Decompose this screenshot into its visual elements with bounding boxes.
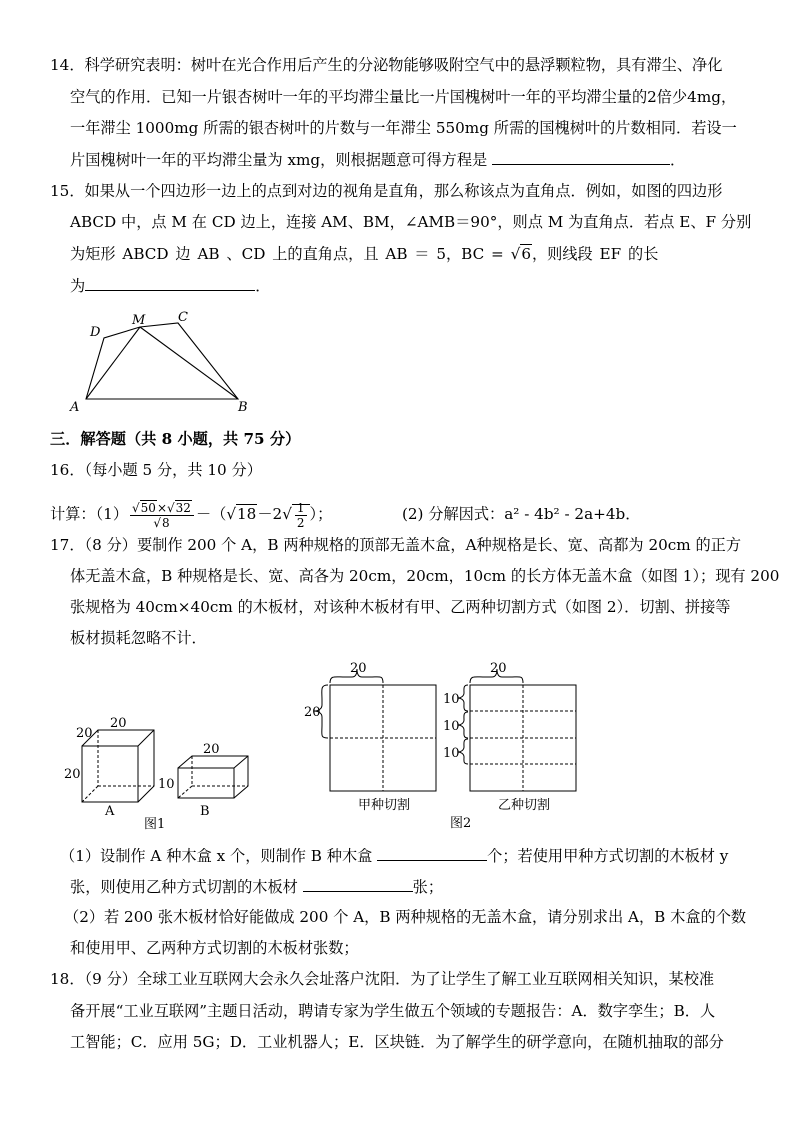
- q14-line-4-text: 片国槐树叶一年的平均滞尘量为 xmg，则根据题意可得方程是: [70, 151, 488, 169]
- q16-times: ×: [156, 500, 168, 515]
- q15-label-b: B: [238, 400, 248, 415]
- fig2-caption: 图2: [450, 816, 472, 831]
- q17-blank-yi-count[interactable]: [303, 876, 413, 892]
- q16-sqrt50: 50: [140, 500, 156, 515]
- q17-line-3: 张规格为 40cm×40cm 的木板材，对该种木板材有甲、乙两种切割方式（如图 2）．切割、拼接等: [70, 598, 731, 616]
- q17-blank-b-count[interactable]: [377, 845, 487, 861]
- fig1-a-label: A: [105, 804, 115, 819]
- q17-line-1: 17．（8 分）要制作 200 个 A，B 两种规格的顶部无盖木盒，A种规格是长、宽、高都为 20cm 的正方: [50, 536, 742, 554]
- q15-line-3: 为矩形 ABCD 边 AB 、CD 上的直角点，且 AB ＝ 5，BC = √6，则线段 EF 的长: [70, 245, 659, 263]
- fig1-a-depth-dim: 20: [76, 726, 93, 741]
- fig2-yi-label: 乙种切割: [498, 798, 551, 813]
- fig2-yi-dim-3: 10: [443, 746, 460, 761]
- fig1-b-label: B: [200, 804, 210, 819]
- q16-fraction: $\frac{√50\times√32}{√8}$: [130, 501, 194, 530]
- q16-minus-open: －（: [195, 505, 227, 523]
- fig2-yi-dim-1: 10: [443, 692, 460, 707]
- q17-figure-1-boxes: [60, 710, 260, 835]
- q16-header: 16．（每小题 5 分，共 10 分）: [50, 461, 262, 479]
- q14-line-2-tail: 4mg，: [687, 88, 737, 106]
- q14-line-3: 一年滞尘 1000mg 所需的银杏树叶的片数与一年滞尘 550mg 所需的国槐树叶的片数相同．若设一: [70, 119, 737, 137]
- q17-part-1-text-3: 张，则使用乙种方式切割的木板材: [70, 878, 298, 896]
- q15-sqrt6: 6: [521, 245, 531, 263]
- q16-half-num: 1: [296, 500, 305, 515]
- q17-part-2-line-2: 和使用甲、乙两种方式切割的木板材张数；: [70, 939, 359, 957]
- q15-line-2: ABCD 中，点 M 在 CD 边上，连接 AM、BM，∠AMB＝90°，则点 M 为直角点．若点 E、F 分别: [70, 213, 752, 231]
- q18-line-2: 备开展“工业互联网”主题日活动，聘请专家为学生做五个领域的专题报告：A．数字孪生；B．人: [70, 1002, 716, 1020]
- q16-calc-label: 计算：（1）: [50, 505, 129, 523]
- fig1-a-left-dim: 20: [64, 767, 81, 782]
- q16-half-den: 2: [296, 515, 305, 530]
- fig1-b-top-dim: 20: [203, 742, 220, 757]
- fig2-yi-top-dim: 20: [490, 661, 507, 676]
- q15-line-3-end: ，则线段 EF 的长: [531, 245, 659, 263]
- q16-sqrt32: 32: [175, 500, 191, 515]
- q18-line-1: 18．（9 分）全球工业互联网大会永久会址落户沈阳．为了让学生了解工业互联网相关知识，某校准: [50, 970, 715, 988]
- q15-label-m: M: [132, 313, 146, 328]
- q16-sqrt8: 8: [161, 515, 170, 530]
- q17-part-1-text-4: 张；: [412, 878, 444, 896]
- fig1-caption: 图1: [144, 817, 166, 832]
- q15-quadrilateral-figure: [60, 305, 270, 415]
- q14-line-1: 14．科学研究表明：树叶在光合作用后产生的分泌物能够吸附空气中的悬浮颗粒物，具有滞尘、净化: [50, 56, 723, 74]
- q17-part-2-line-1: （2）若 200 张木板材恰好能做成 200 个 A，B 两种规格的无盖木盒，请分别求出 A，B 木盒的个数: [64, 908, 747, 926]
- q15-line-1: 15．如果从一个四边形一边上的点到对边的视角是直角，那么称该点为直角点．例如，如图的四边形: [50, 182, 723, 200]
- q17-part-1-line-2: [70, 876, 443, 897]
- fig2-jia-label: 甲种切割: [358, 798, 411, 813]
- q14-line-2-text: 空气的作用．已知一片银杏树叶一年的平均滞尘量比一片国槐树叶一年的平均滞尘量的2倍少: [70, 88, 688, 106]
- q17-part-1-line-1: [60, 845, 728, 866]
- fig1-a-top-dim: 20: [110, 716, 127, 731]
- q17-line-4: 板材损耗忽略不计．: [70, 629, 207, 647]
- fig2-jia-top-dim: 20: [350, 661, 367, 676]
- fig2-yi-dim-2: 10: [443, 719, 460, 734]
- section-3-heading: 三．解答题（共 8 小题，共 75 分）: [50, 430, 301, 448]
- q16-minus-two: －2: [257, 505, 283, 523]
- q15-line-4-end: ．: [255, 277, 271, 295]
- q16-half: [295, 501, 307, 530]
- q16-expression: 计算：（1） $\frac{√50\times√32}{√8}$ －（√18－2√ $\frac{1}{2}$ ）； (2) 分解因式：a² - 4b² - 2a+4b．: [50, 500, 641, 530]
- q17-line-2: 体无盖木盒，B 种规格是长、宽、高各为 20cm，20cm，10cm 的长方体无盖木盒（如图 1）；现有 200: [70, 567, 780, 585]
- q15-line-4: [70, 275, 270, 296]
- q16-part-2: (2) 分解因式：a² - 4b² - 2a+4b．: [401, 505, 641, 523]
- q14-line-4-end: ．: [670, 151, 686, 169]
- q18-line-3: 工智能；C．应用 5G；D．工业机器人；E．区块链．为了解学生的研学意向，在随机抽取的部分: [70, 1033, 724, 1051]
- q15-label-a: A: [70, 400, 80, 415]
- q15-answer-blank[interactable]: [85, 275, 255, 291]
- q14-line-2: [70, 87, 736, 107]
- q15-line-3-text: 为矩形 ABCD 边 AB 、CD 上的直角点，且 AB ＝ 5，BC =: [70, 245, 504, 263]
- q14-line-4: [70, 149, 685, 170]
- q17-part-1-text-2: 个；若使用甲种方式切割的木板材 y: [487, 847, 729, 865]
- q15-line-4-text: 为: [70, 277, 86, 295]
- q15-label-c: C: [178, 310, 188, 325]
- q16-sqrt18: 18: [237, 505, 257, 523]
- fig1-b-left-dim: 10: [158, 777, 175, 792]
- q17-part-1-text: （1）设制作 A 种木盒 x 个，则制作 B 种木盒: [60, 847, 373, 865]
- fig2-jia-left-dim: 20: [304, 705, 321, 720]
- q15-label-d: D: [90, 325, 101, 340]
- q14-answer-blank[interactable]: [492, 149, 670, 165]
- q17-figure-2-cutting: [300, 655, 590, 835]
- q16-close: ）；: [309, 505, 333, 523]
